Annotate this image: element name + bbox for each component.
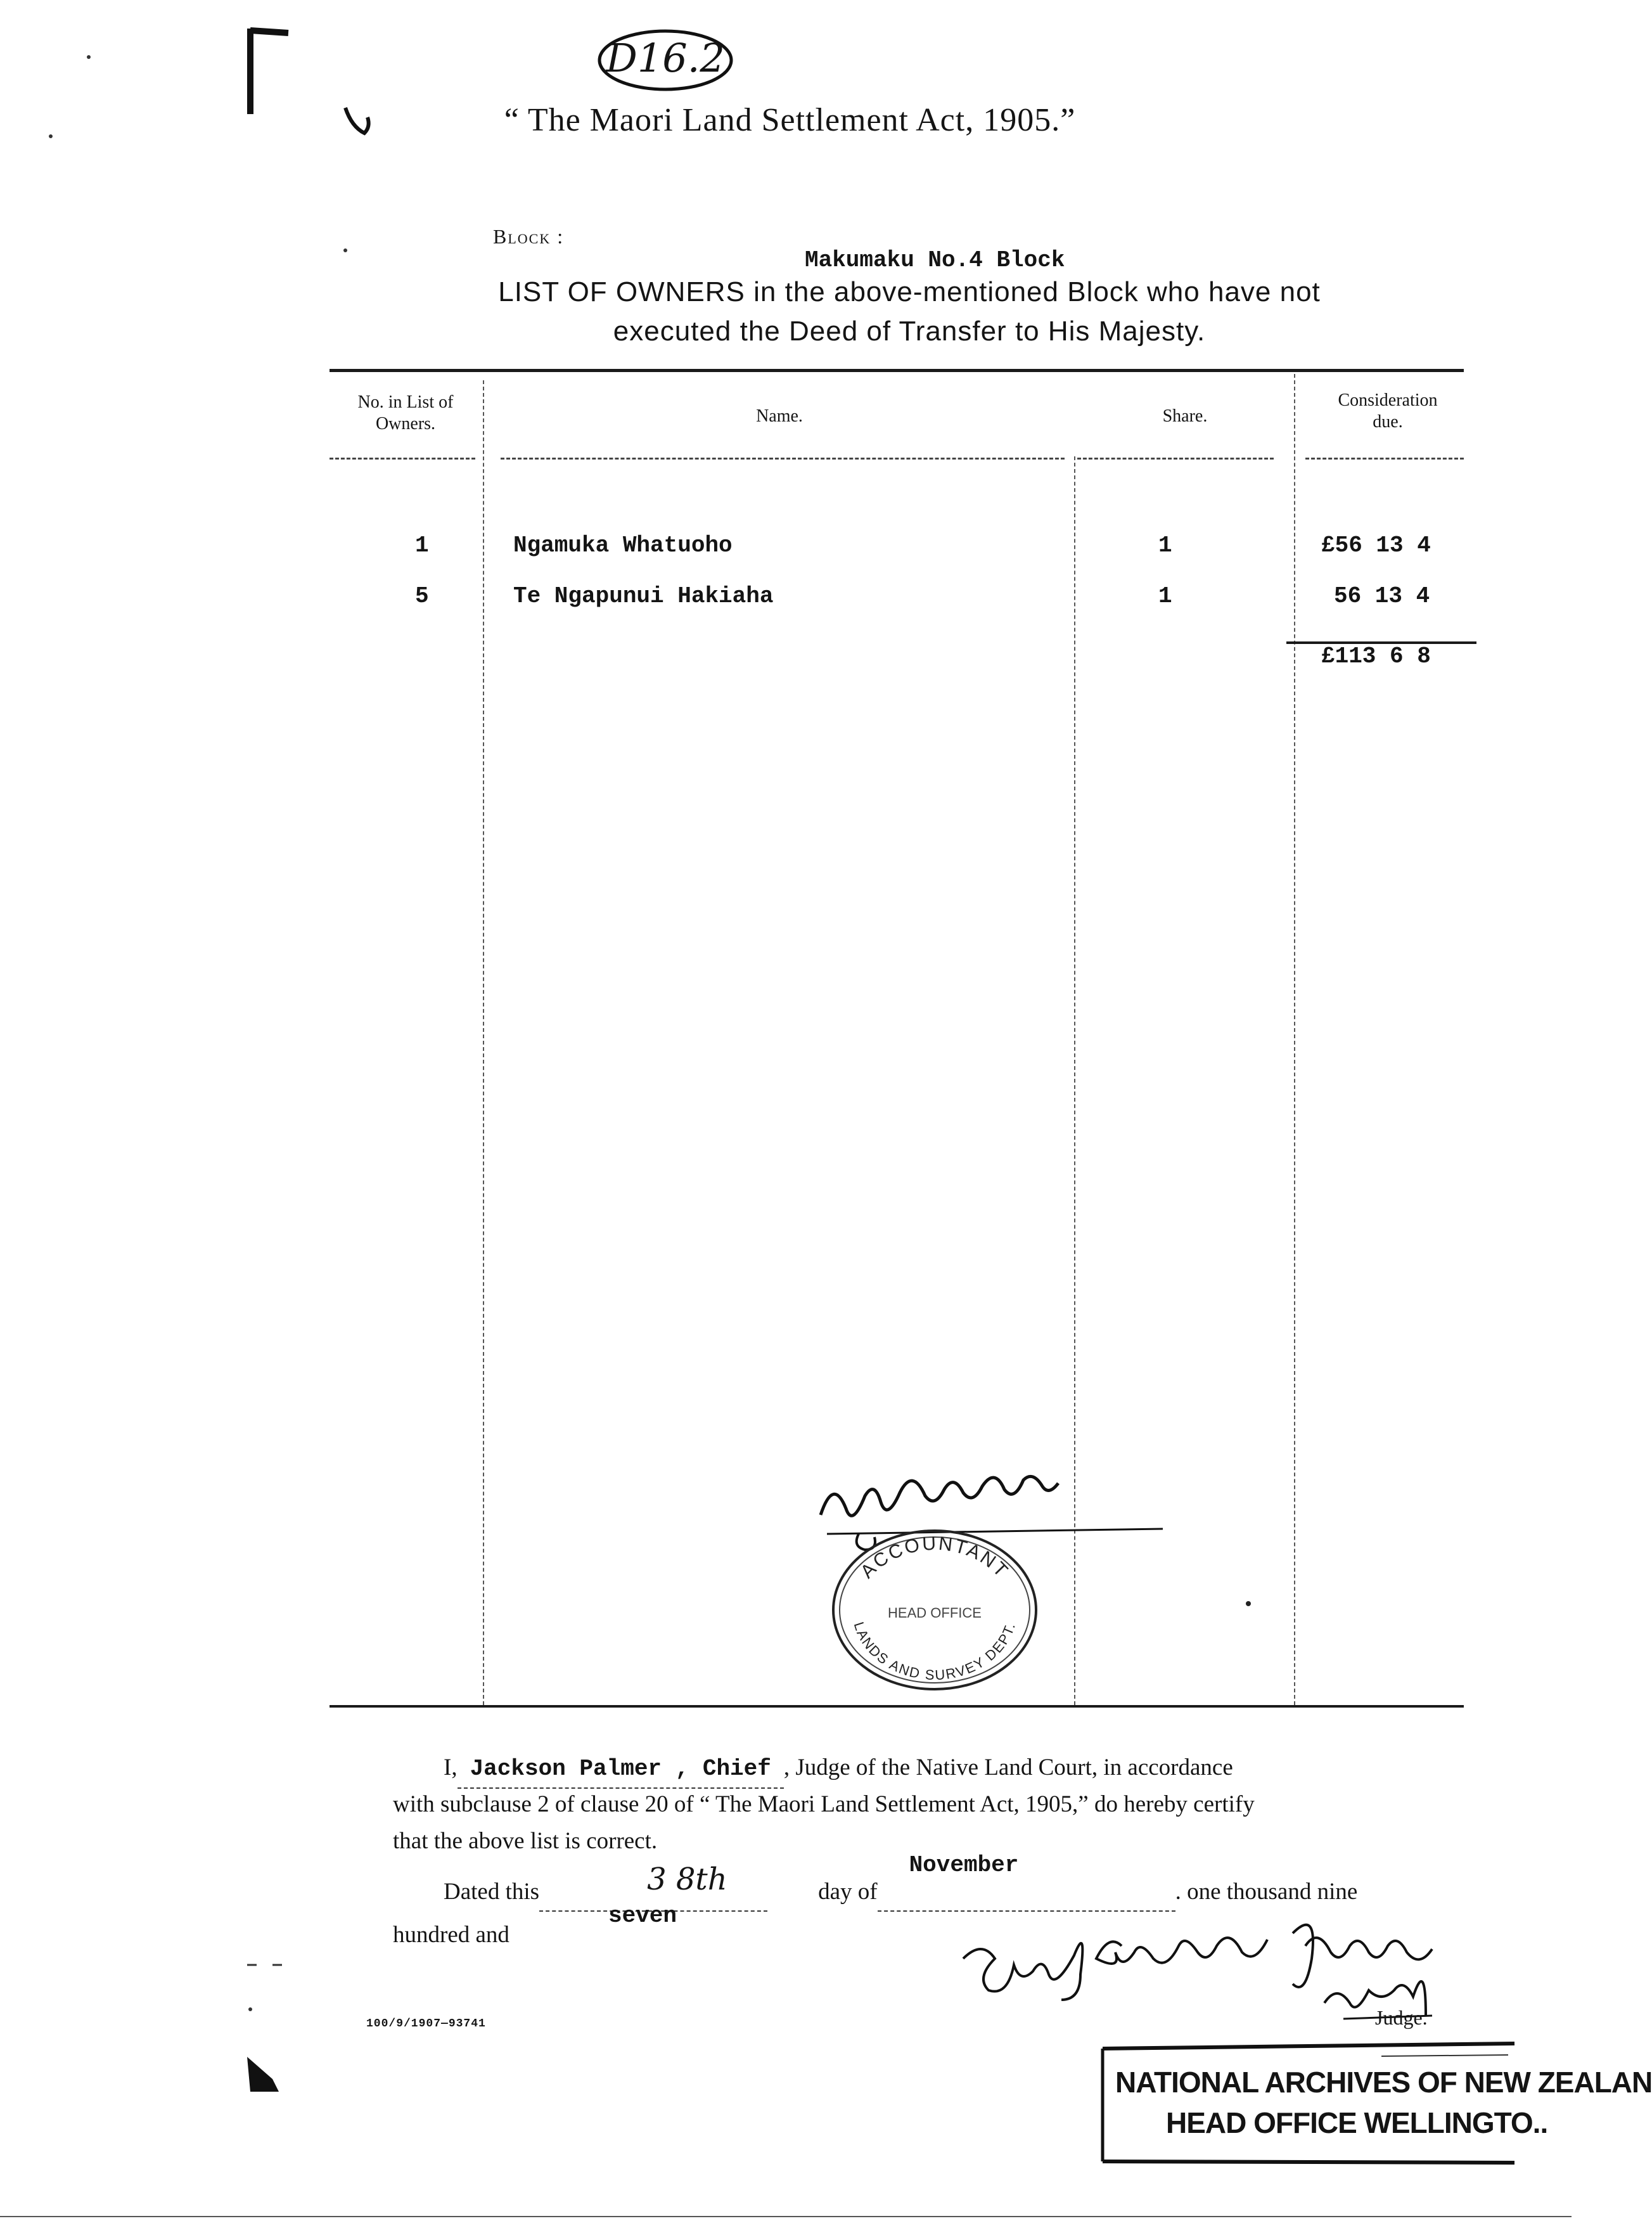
header-name: Name.: [756, 406, 803, 426]
hundred-label: hundred and: [393, 1922, 509, 1948]
reference-mark-text: D16.2: [606, 35, 725, 81]
year-prefix: . one thousand nine: [1175, 1879, 1358, 1905]
header-no-in-list: [330, 392, 482, 435]
header-no-line-1: No. in List of: [357, 392, 454, 412]
day-label: day of: [818, 1879, 878, 1905]
judge-signature: [951, 1908, 1534, 2035]
header-underline-consideration: [1305, 458, 1464, 460]
month-blank: [878, 1852, 1175, 1912]
certificate-line-1-rest: , Judge of the Native Land Court, in accordance: [783, 1754, 1233, 1780]
column-divider-3: [1294, 374, 1295, 1705]
header-share: Share.: [1162, 406, 1208, 426]
table-bottom-rule: [330, 1705, 1464, 1708]
header-consideration: [1312, 390, 1464, 433]
header-underline-name: [501, 458, 1065, 460]
accountant-stamp: [824, 1521, 1046, 1699]
certificate-hundred-line: [393, 1903, 677, 1954]
day-value: 3 8th: [647, 1862, 727, 1897]
stamp-top-text: ACCOUNTANT: [856, 1533, 1013, 1583]
owner-name: Ngamuka Whatuoho: [513, 532, 733, 558]
judge-name: Jackson Palmer , Chief: [458, 1751, 784, 1789]
print-reference: 100/9/1907—93741: [366, 2018, 486, 2030]
year-suffix: seven: [608, 1903, 677, 1929]
header-consideration-line-1: Consideration: [1338, 390, 1438, 410]
owner-number: 1: [415, 532, 429, 558]
owner-share: 1: [1158, 583, 1172, 609]
reference-mark: [596, 25, 735, 95]
stamp-bottom-text: LANDS AND SURVEY DEPT.: [850, 1619, 1019, 1683]
owner-name: Te Ngapunui Hakiaha: [513, 583, 774, 609]
header-no-line-2: Owners.: [375, 414, 436, 434]
stamp-middle-text: HEAD OFFICE: [888, 1605, 982, 1621]
block-label: Block :: [493, 225, 565, 248]
list-heading: [342, 273, 1476, 351]
header-underline-share: [1077, 458, 1274, 460]
owner-number: 5: [415, 583, 429, 609]
dated-label: Dated this: [444, 1879, 540, 1905]
block-name: Makumaku No.4 Block: [805, 247, 1065, 273]
certificate-line-3: that the above list is correct.: [393, 1828, 658, 1854]
list-heading-line-1: LIST OF OWNERS in the above-mentioned Block who have not: [498, 276, 1321, 307]
header-underline-no: [330, 458, 475, 460]
judge-label: Judge.: [1375, 2006, 1428, 2029]
month-value: November: [909, 1852, 1019, 1878]
archive-stamp: [1103, 2041, 1652, 2168]
owner-consideration: 56 13 4: [1334, 583, 1430, 609]
header-consideration-line-2: due.: [1373, 412, 1403, 432]
act-title: “ The Maori Land Settlement Act, 1905.”: [504, 102, 1076, 138]
table-top-rule: [330, 369, 1464, 372]
certificate-prefix: I,: [444, 1754, 458, 1780]
certificate-line-1: [444, 1749, 1233, 1789]
archive-stamp-line-1: NATIONAL ARCHIVES OF NEW ZEALAN: [1115, 2066, 1652, 2099]
certificate-line-2: with subclause 2 of clause 20 of “ The Maori Land Settlement Act, 1905,” do hereby certify: [393, 1791, 1255, 1817]
owner-consideration: £56 13 4: [1321, 532, 1431, 558]
svg-text:ACCOUNTANT: [857, 1533, 1013, 1583]
certificate-date-line: [444, 1852, 1358, 1912]
archive-stamp-line-2: HEAD OFFICE WELLINGTO..: [1166, 2106, 1548, 2139]
consideration-total: £113 6 8: [1321, 643, 1431, 669]
column-divider-1: [483, 380, 484, 1705]
owner-share: 1: [1158, 532, 1172, 558]
list-heading-line-2: executed the Deed of Transfer to His Majesty.: [613, 316, 1206, 347]
